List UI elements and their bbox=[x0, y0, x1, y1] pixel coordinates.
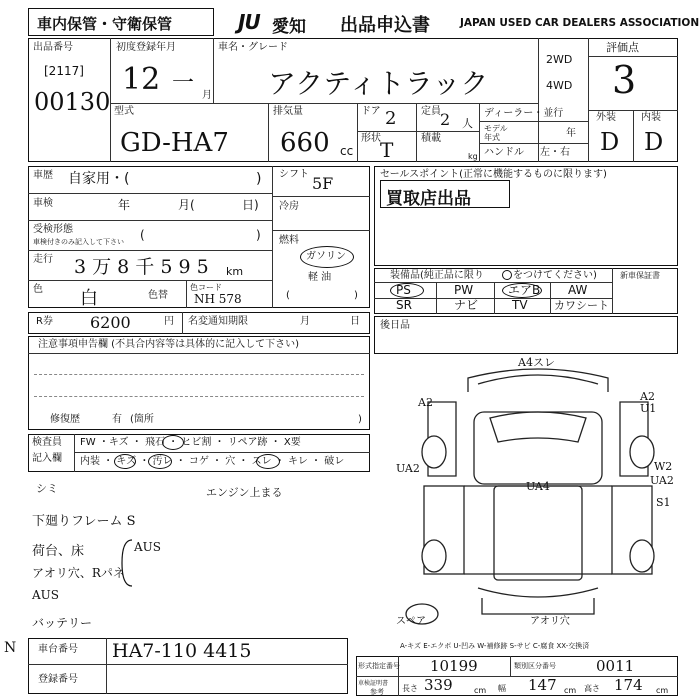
recycle-value: 6200 bbox=[90, 313, 131, 332]
remark-engine: エンジン上まる bbox=[206, 486, 283, 499]
acceptance-paren: ( bbox=[140, 228, 145, 242]
notice-day: 日 bbox=[350, 316, 360, 327]
shift-label: シフト bbox=[279, 169, 309, 180]
inspection-label: 車検 bbox=[33, 198, 53, 209]
registration-year: 12 bbox=[122, 62, 161, 97]
equip-ps: PS bbox=[396, 283, 411, 297]
type-label: 型式 bbox=[114, 106, 134, 117]
cooling-label: 冷房 bbox=[279, 201, 299, 212]
type-value: GD-HA7 bbox=[120, 128, 229, 158]
diagram-top-mark: A4スレ bbox=[518, 356, 555, 369]
diagram-right-top: A2 bbox=[640, 390, 655, 403]
displacement-value: 660 bbox=[280, 128, 330, 158]
mileage-label: 走行 bbox=[33, 254, 53, 265]
width-label: 幅 bbox=[498, 684, 506, 693]
selling-stamp-text: 買取店出品 bbox=[386, 189, 471, 209]
diagram-wheel-rr bbox=[630, 540, 654, 572]
handle-options: 左・右 bbox=[540, 147, 570, 158]
capacity-value: 2 bbox=[440, 110, 451, 129]
exterior-grade: D bbox=[600, 128, 620, 156]
dims-ref: 参考 bbox=[370, 688, 384, 696]
equip-sr: SR bbox=[396, 298, 412, 312]
ju-logo: JU bbox=[238, 10, 260, 34]
drive-2wd: 2WD bbox=[546, 53, 573, 66]
color-code-label: 色コード bbox=[190, 283, 222, 292]
registration-label: 初度登録年月 bbox=[116, 42, 176, 53]
diagram-left-top: A2 bbox=[418, 396, 433, 409]
doors-label: ドア bbox=[361, 106, 381, 117]
color-value: 白 bbox=[80, 288, 98, 309]
notice-month: 月 bbox=[300, 316, 310, 327]
fuel-paren: ( bbox=[286, 290, 290, 301]
remark-shimi: シミ bbox=[36, 482, 58, 495]
equip-tv: TV bbox=[512, 298, 528, 312]
registration-month: 一 bbox=[172, 71, 195, 96]
diagram-right-top-2: U1 bbox=[640, 402, 657, 415]
model-year-label: モデル年式 bbox=[484, 124, 508, 142]
equip-airbag: エアB bbox=[508, 283, 541, 297]
remark-aus2: AUS bbox=[32, 588, 59, 602]
diagram-front-bumper bbox=[478, 375, 598, 384]
diagram-left-mid: UA2 bbox=[396, 462, 420, 475]
notice-label: 名変通知期限 bbox=[188, 316, 248, 327]
storage-tag bbox=[28, 8, 214, 36]
history-label: 車歴 bbox=[33, 170, 53, 181]
equipment-label: 装備品(純正品に限り bbox=[390, 270, 484, 281]
shift-value: 5F bbox=[312, 174, 334, 193]
capacity-label: 定員 bbox=[421, 106, 441, 117]
inspector-label-1: 検査員 bbox=[32, 437, 62, 448]
model-name-label: 車名・グレード bbox=[218, 42, 288, 53]
rating-value: 3 bbox=[612, 58, 637, 102]
lot-label: 出品番号 bbox=[33, 42, 73, 53]
color-change-label: 色替 bbox=[148, 290, 168, 301]
height-value: 174 bbox=[614, 676, 643, 694]
remark-bed: 荷台、床 bbox=[32, 544, 85, 559]
diagram-wheel-fr bbox=[630, 436, 654, 468]
diagram-right-w: W2 bbox=[654, 460, 673, 473]
equipment-label-2: をつけてください) bbox=[513, 270, 597, 281]
repair-label: 修復歴 bbox=[50, 414, 80, 425]
diagram-spare-label: スペア bbox=[396, 616, 426, 627]
selling-point-label: セールスポイント(正常に機能するものに限ります) bbox=[380, 169, 607, 180]
capacity-unit: 人 bbox=[462, 117, 473, 130]
length-label: 長さ bbox=[402, 684, 418, 693]
rear-items-block bbox=[374, 316, 678, 354]
remark-aorita: アオリ穴、Rパネ bbox=[32, 566, 125, 580]
org-name: 愛知 bbox=[272, 17, 306, 37]
inspection-day: 日) bbox=[242, 198, 259, 212]
storage-tag-text: 車内保管・守衛保管 bbox=[37, 15, 173, 33]
load-unit: kg bbox=[468, 152, 478, 161]
drive-4wd: 4WD bbox=[546, 79, 573, 92]
inspection-month: 月( bbox=[178, 198, 195, 212]
mileage-unit: km bbox=[226, 265, 244, 278]
chassis-label: 車台番号 bbox=[38, 644, 78, 655]
width-value: 147 bbox=[528, 676, 557, 694]
recycle-label: R券 bbox=[36, 316, 53, 327]
displacement-label: 排気量 bbox=[273, 106, 303, 117]
width-unit: cm bbox=[564, 686, 577, 695]
type-number-value: 10199 bbox=[430, 657, 478, 675]
acceptance-label: 受検形態 bbox=[33, 224, 73, 235]
shape-label: 形状 bbox=[361, 133, 381, 144]
repair-close: ) bbox=[358, 414, 362, 425]
rating-label: 評価点 bbox=[606, 41, 639, 54]
new-car-warranty-label: 新車保証書 bbox=[620, 271, 660, 280]
interior-grade-label: 内装 bbox=[641, 112, 661, 123]
length-unit: cm bbox=[474, 686, 487, 695]
model-name-value: アクティトラック bbox=[268, 67, 489, 100]
repair-paren: (箇所 bbox=[130, 414, 154, 425]
inspector-label-2: 記入欄 bbox=[32, 453, 62, 464]
margin-mark: N bbox=[4, 640, 17, 656]
diagram-bed bbox=[494, 486, 582, 580]
diagram-aorita: アオリ穴 bbox=[530, 616, 570, 627]
history-value: 自家用・( bbox=[68, 171, 130, 187]
history-close: ) bbox=[256, 171, 262, 187]
fuel-gas: ガソリン bbox=[306, 251, 346, 262]
registration-number-label: 登録番号 bbox=[38, 674, 78, 685]
lot-number: 00130 bbox=[34, 88, 111, 116]
rear-items-label: 後日品 bbox=[380, 320, 410, 331]
displacement-unit: cc bbox=[340, 144, 354, 158]
remark-frame: 下廻りフレーム S bbox=[32, 514, 136, 529]
color-label: 色 bbox=[33, 284, 43, 295]
acceptance-note: 車検付きのみ記入して下さい bbox=[33, 238, 124, 246]
exterior-grade-label: 外装 bbox=[596, 112, 616, 123]
inspector-row-1: FW ・キズ ・ 飛石 ・ ヒビ割 ・ リペア跡 ・ X要 bbox=[80, 437, 301, 448]
recycle-unit: 円 bbox=[164, 316, 174, 327]
dims-label: 車検証明書 bbox=[358, 680, 389, 687]
diagram-right-s: S1 bbox=[656, 496, 671, 509]
notes-label: 注意事項申告欄 (不具合内容等は具体的に記入して下さい) bbox=[38, 339, 299, 350]
fuel-close: ) bbox=[354, 290, 358, 301]
association-name: JAPAN USED CAR DEALERS ASSOCIATION bbox=[460, 17, 700, 29]
interior-grade: D bbox=[644, 128, 664, 156]
remark-bracket bbox=[118, 538, 138, 588]
class-number-label: 類別区分番号 bbox=[514, 662, 556, 670]
diagram-wheel-rl bbox=[422, 540, 446, 572]
class-number-value: 0011 bbox=[596, 657, 635, 675]
fuel-label: 燃料 bbox=[279, 235, 299, 246]
form-title: 出品申込書 bbox=[340, 15, 430, 36]
length-value: 339 bbox=[424, 676, 453, 694]
diagram-right-ua: UA2 bbox=[650, 474, 674, 487]
acceptance-close: ) bbox=[256, 228, 261, 242]
equip-aw: AW bbox=[568, 283, 588, 297]
inspector-row-2: 内装 ・ キズ ・ 汚レ ・ コゲ ・ 穴 ・ スレ ・ キレ ・ 破レ bbox=[80, 456, 345, 467]
remark-aus: AUS bbox=[134, 540, 161, 554]
repair-value: 有 bbox=[112, 414, 122, 425]
diagram-cab bbox=[474, 412, 602, 484]
height-unit: cm bbox=[656, 686, 669, 695]
dealer-label: ディーラー・並行 bbox=[484, 108, 564, 119]
equip-pw: PW bbox=[454, 283, 474, 297]
fuel-diesel: 軽 油 bbox=[308, 272, 332, 283]
lot-bracket-number: [2117] bbox=[44, 64, 84, 78]
doors-value: 2 bbox=[385, 108, 397, 129]
equip-leather: カワシート bbox=[554, 299, 609, 312]
diagram-wheel-fl bbox=[422, 436, 446, 468]
load-label: 積載 bbox=[421, 133, 441, 144]
color-code-value: NH 578 bbox=[194, 292, 242, 306]
chassis-value: HA7-110 4415 bbox=[112, 640, 252, 662]
diagram-center: UA4 bbox=[526, 480, 550, 493]
inspection-year: 年 bbox=[118, 198, 131, 212]
equip-navi: ナビ bbox=[454, 298, 479, 312]
type-number-label: 形式指定番号 bbox=[358, 662, 400, 670]
diagram-rear-gate bbox=[478, 588, 598, 597]
registration-month-unit: 月 bbox=[202, 90, 212, 101]
diagram-windshield bbox=[490, 412, 586, 442]
model-year-unit: 年 bbox=[566, 128, 576, 139]
damage-legend: A-キズ E-エクボ U-凹み W-補修跡 S-サビ C-腐食 XX-交換済 bbox=[400, 642, 590, 650]
height-label: 高さ bbox=[584, 684, 600, 693]
shape-value: T bbox=[380, 138, 394, 162]
handle-label: ハンドル bbox=[484, 147, 524, 158]
mileage-value: 3 万 8 千 5 9 5 bbox=[74, 256, 209, 278]
remark-battery: バッテリー bbox=[32, 616, 93, 630]
